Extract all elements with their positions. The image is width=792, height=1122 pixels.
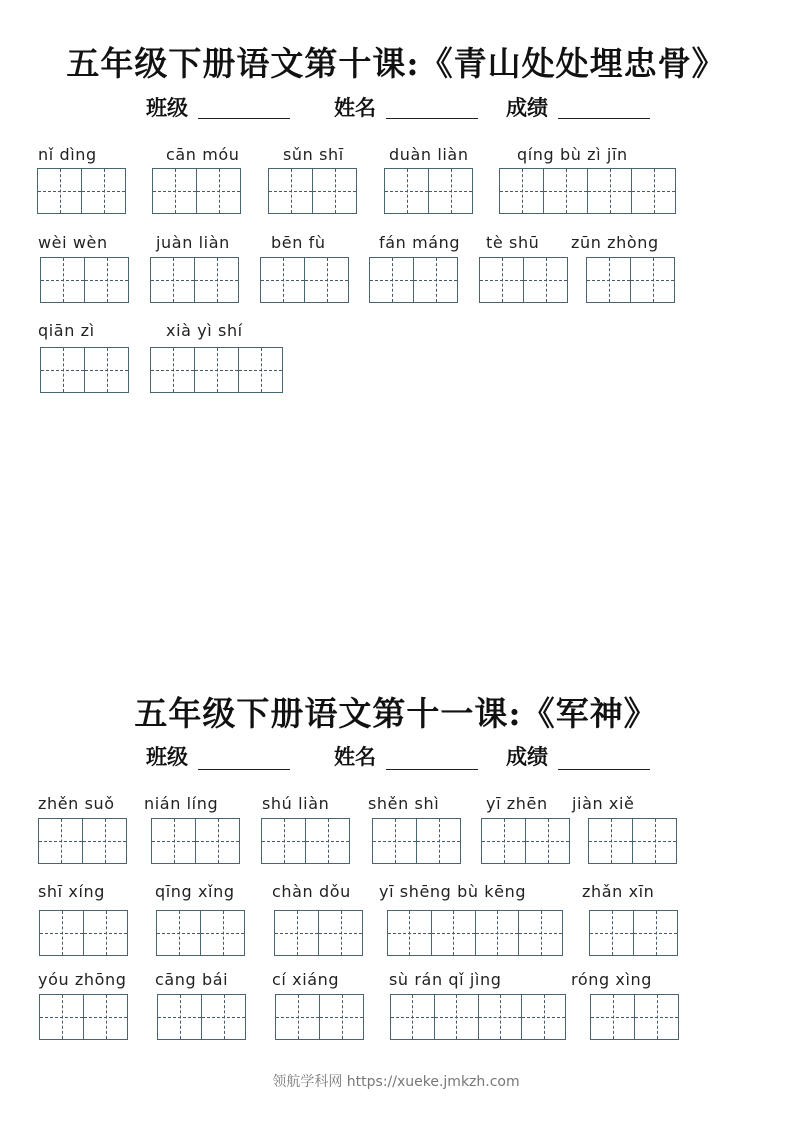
writing-grid[interactable] xyxy=(40,347,129,393)
pinyin-label: zūn zhòng xyxy=(571,233,659,252)
footer-source: 领航学科网 https://xueke.jmkzh.com xyxy=(272,1074,520,1090)
pinyin-label: tè shū xyxy=(486,233,540,252)
writing-grid[interactable] xyxy=(384,168,473,214)
pinyin-label: chàn dǒu xyxy=(272,882,351,901)
pinyin-label: zhǎn xīn xyxy=(582,882,655,901)
pinyin-label: shěn shì xyxy=(368,794,440,813)
class-label: 班级 xyxy=(146,95,188,120)
writing-grid[interactable] xyxy=(589,910,678,956)
writing-grid[interactable] xyxy=(390,994,566,1040)
writing-grid[interactable] xyxy=(274,910,363,956)
pinyin-label: zhěn suǒ xyxy=(38,794,115,813)
score-blank[interactable] xyxy=(558,118,650,119)
class-label: 班级 xyxy=(146,744,188,769)
pinyin-label: jiàn xiě xyxy=(572,794,635,813)
writing-grid[interactable] xyxy=(150,347,283,393)
pinyin-label: duàn liàn xyxy=(389,145,469,164)
writing-grid[interactable] xyxy=(261,818,350,864)
pinyin-label: wèi wèn xyxy=(38,233,108,252)
class-blank[interactable] xyxy=(198,118,290,119)
pinyin-label: juàn liàn xyxy=(156,233,230,252)
writing-grid[interactable] xyxy=(387,910,563,956)
score-blank[interactable] xyxy=(558,769,650,770)
score-label: 成绩 xyxy=(506,95,548,120)
student-info-line xyxy=(0,92,792,122)
name-blank[interactable] xyxy=(386,769,478,770)
pinyin-label: sù rán qǐ jìng xyxy=(389,970,502,989)
pinyin-label: cí xiáng xyxy=(272,970,340,989)
name-label: 姓名 xyxy=(334,744,376,769)
writing-grid[interactable] xyxy=(275,994,364,1040)
pinyin-label: róng xìng xyxy=(571,970,653,989)
writing-grid[interactable] xyxy=(369,257,458,303)
writing-grid[interactable] xyxy=(586,257,675,303)
writing-grid[interactable] xyxy=(39,994,128,1040)
worksheet-title-lesson-10: 五年级下册语文第十课:《青山处处埋忠骨》 xyxy=(66,44,726,83)
pinyin-label: yī shēng bù kēng xyxy=(379,882,527,901)
pinyin-label: cāng bái xyxy=(155,970,229,989)
worksheet-title-lesson-11: 五年级下册语文第十一课:《军神》 xyxy=(134,694,658,733)
class-blank[interactable] xyxy=(198,769,290,770)
writing-grid[interactable] xyxy=(39,910,128,956)
writing-grid[interactable] xyxy=(38,818,127,864)
pinyin-label: nǐ dìng xyxy=(38,145,97,164)
pinyin-label: bēn fù xyxy=(271,233,326,252)
writing-grid[interactable] xyxy=(499,168,676,214)
pinyin-label: nián líng xyxy=(144,794,219,813)
writing-grid[interactable] xyxy=(152,168,241,214)
writing-grid[interactable] xyxy=(372,818,461,864)
writing-grid[interactable] xyxy=(150,257,239,303)
writing-grid[interactable] xyxy=(479,257,568,303)
pinyin-label: shī xíng xyxy=(38,882,106,901)
writing-grid[interactable] xyxy=(157,994,246,1040)
pinyin-label: sǔn shī xyxy=(283,145,344,164)
writing-grid[interactable] xyxy=(588,818,677,864)
student-info-line xyxy=(0,741,792,771)
pinyin-label: yóu zhōng xyxy=(38,970,127,989)
pinyin-label: qīng xǐng xyxy=(155,882,235,901)
writing-grid[interactable] xyxy=(590,994,679,1040)
score-label: 成绩 xyxy=(506,744,548,769)
pinyin-label: fán máng xyxy=(379,233,461,252)
pinyin-label: qiān zì xyxy=(38,321,95,340)
writing-grid[interactable] xyxy=(260,257,349,303)
writing-grid[interactable] xyxy=(481,818,570,864)
pinyin-label: qíng bù zì jīn xyxy=(517,145,628,164)
name-label: 姓名 xyxy=(334,95,376,120)
writing-grid[interactable] xyxy=(268,168,357,214)
name-blank[interactable] xyxy=(386,118,478,119)
pinyin-label: yī zhēn xyxy=(486,794,548,813)
writing-grid[interactable] xyxy=(156,910,245,956)
pinyin-label: shú liàn xyxy=(262,794,330,813)
writing-grid[interactable] xyxy=(40,257,129,303)
pinyin-label: cān móu xyxy=(166,145,240,164)
pinyin-label: xià yì shí xyxy=(166,321,243,340)
writing-grid[interactable] xyxy=(37,168,126,214)
writing-grid[interactable] xyxy=(151,818,240,864)
